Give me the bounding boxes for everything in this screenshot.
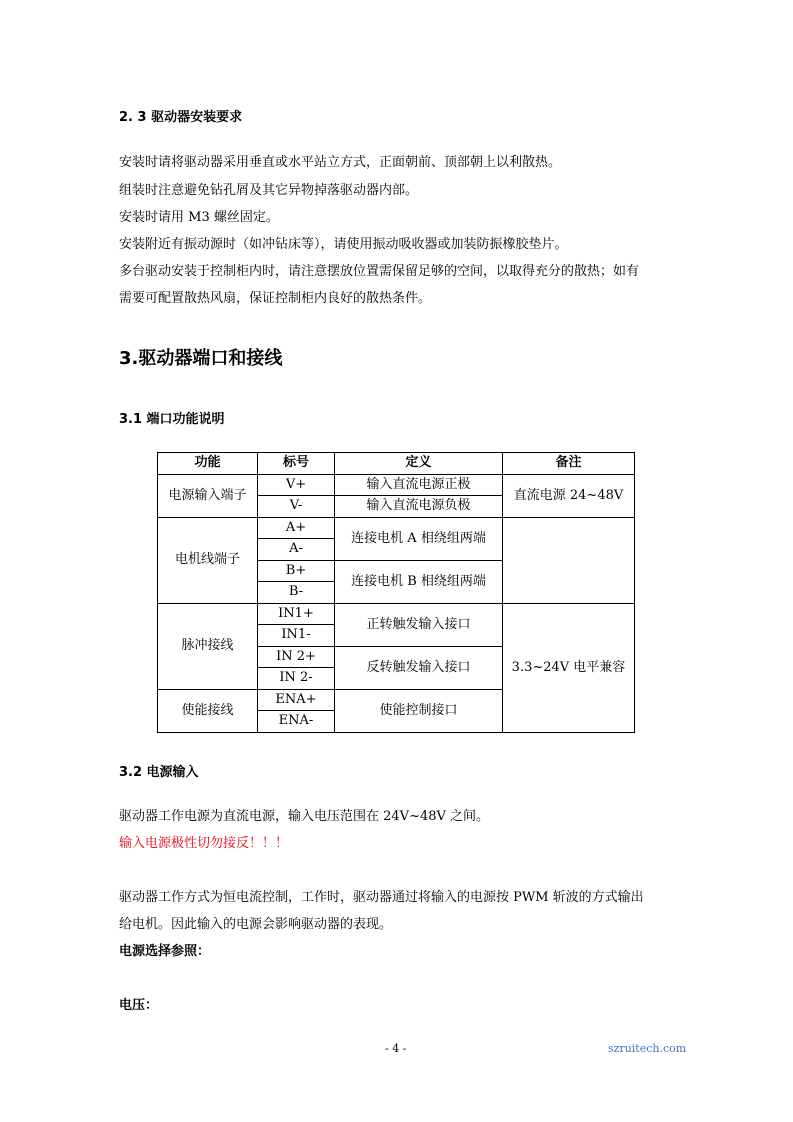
table-row <box>158 517 635 539</box>
install-line-3: 安装时请用 M3 螺丝固定。 <box>119 210 279 225</box>
function-cell: 电源输入端子 <box>158 474 258 517</box>
power-range-line: 驱动器工作电源为直流电源，输入电压范围在 24V~48V 之间。 <box>119 809 490 824</box>
section-3-title: 3.驱动器端口和接线 <box>119 348 283 369</box>
label-cell: B- <box>258 582 335 604</box>
pwm-line-2: 给电机。因此输入的电源会影响驱动器的表现。 <box>119 917 393 932</box>
install-line-4: 安装附近有振动源时（如冲钻床等），请使用振动吸收器或加装防振橡胶垫片。 <box>119 237 568 252</box>
label-cell: IN1- <box>258 625 335 647</box>
page-number: - 4 - <box>385 1042 407 1055</box>
table-header-row <box>158 453 635 475</box>
function-cell: 使能接线 <box>158 689 258 732</box>
footer-site: szruitech.com <box>608 1042 687 1055</box>
header-label: 标号 <box>258 453 335 475</box>
label-cell: IN 2+ <box>258 646 335 668</box>
section-3-2-title: 3.2 电源输入 <box>119 765 199 780</box>
function-cell: 脉冲接线 <box>158 603 258 689</box>
note-cell: 直流电源 24~48V <box>503 474 635 517</box>
label-cell: V- <box>258 496 335 518</box>
voltage-title: 电压： <box>119 998 159 1013</box>
label-cell: IN 2- <box>258 668 335 690</box>
install-line-5: 多台驱动安装于控制柜内时，请注意摆放位置需保留足够的空间，以取得充分的散热；如有 <box>119 264 640 279</box>
polarity-warning: 输入电源极性切勿接反！！！ <box>119 836 289 851</box>
table-row <box>158 603 635 625</box>
definition-cell: 输入直流电源负极 <box>335 496 503 518</box>
label-cell: V+ <box>258 474 335 496</box>
definition-cell: 连接电机 B 相绕组两端 <box>335 560 503 603</box>
label-cell: IN1+ <box>258 603 335 625</box>
header-note: 备注 <box>503 453 635 475</box>
definition-cell: 输入直流电源正极 <box>335 474 503 496</box>
label-cell: ENA- <box>258 711 335 733</box>
install-line-1: 安装时请将驱动器采用垂直或水平站立方式，正面朝前、顶部朝上以利散热。 <box>119 155 562 170</box>
label-cell: A+ <box>258 517 335 539</box>
section-3-1-title: 3.1 端口功能说明 <box>119 412 225 427</box>
section-2-3-title: 2. 3 驱动器安装要求 <box>119 110 243 125</box>
label-cell: ENA+ <box>258 689 335 711</box>
port-function-table <box>157 452 635 733</box>
definition-cell: 使能控制接口 <box>335 689 503 732</box>
definition-cell: 反转触发输入接口 <box>335 646 503 689</box>
definition-cell: 连接电机 A 相绕组两端 <box>335 517 503 560</box>
label-cell: B+ <box>258 560 335 582</box>
install-line-6: 需要可配置散热风扇，保证控制柜内良好的散热条件。 <box>119 291 432 306</box>
label-cell: A- <box>258 539 335 561</box>
note-cell: 3.3~24V 电平兼容 <box>503 603 635 732</box>
function-cell: 电机线端子 <box>158 517 258 603</box>
note-cell <box>503 517 635 603</box>
header-function: 功能 <box>158 453 258 475</box>
definition-cell: 正转触发输入接口 <box>335 603 503 646</box>
power-selection-title: 电源选择参照： <box>119 944 211 959</box>
header-definition: 定义 <box>335 453 503 475</box>
table-row <box>158 474 635 496</box>
install-line-2: 组装时注意避免钻孔屑及其它异物掉落驱动器内部。 <box>119 183 419 198</box>
pwm-line-1: 驱动器工作方式为恒电流控制，工作时，驱动器通过将输入的电源按 PWM 斩波的方式输出 <box>119 890 644 905</box>
